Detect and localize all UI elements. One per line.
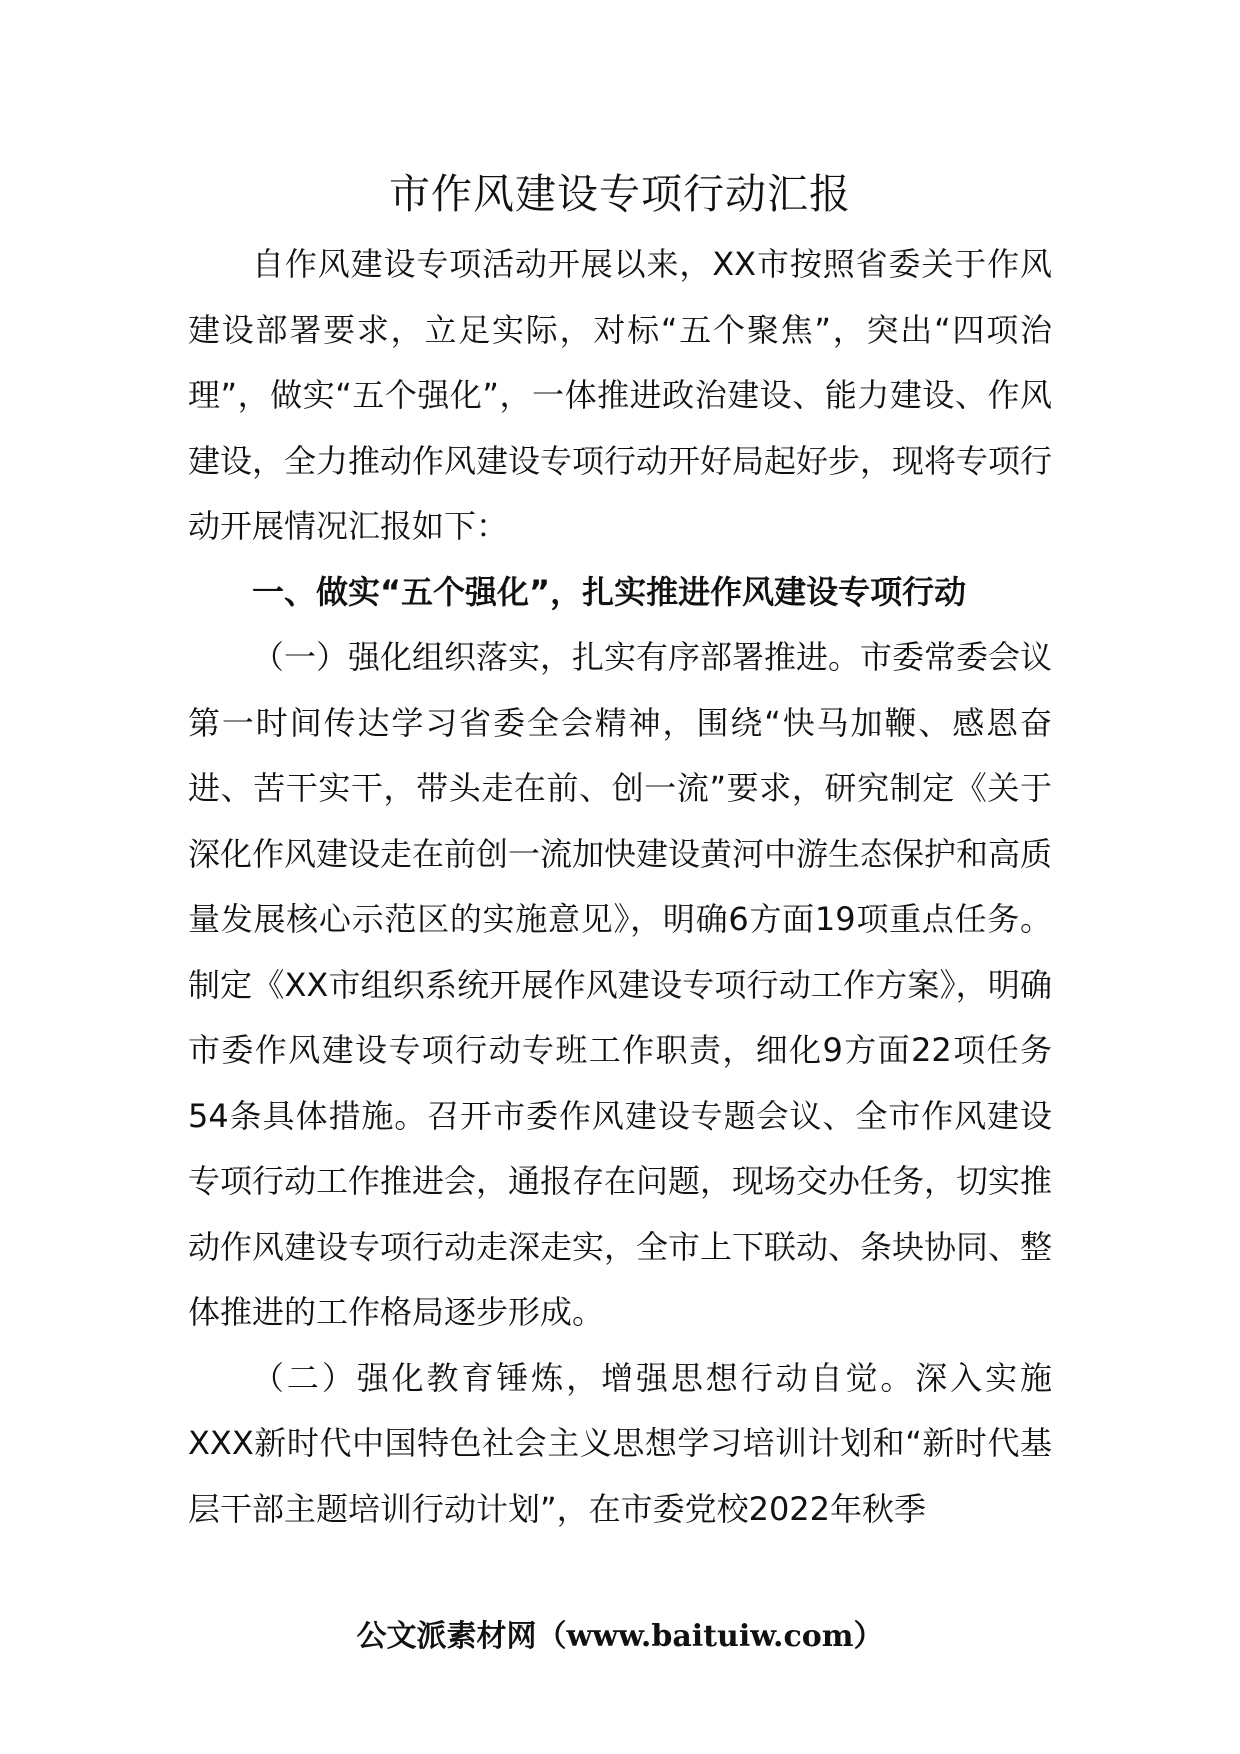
intro-paragraph: 自作风建设专项活动开展以来，XX市按照省委关于作风建设部署要求，立足实际，对标“五个聚焦”，突出“四项治理”，做实“五个强化”，一体推进政治建设、能力建设、作风建设，全力推动作风建设专项行动开好局起好步，现将专项行动开展情况汇报如下： — [188, 245, 1053, 545]
section-heading-1: 一、做实“五个强化”，扎实推进作风建设专项行动 — [252, 572, 967, 611]
section-1-paragraph-2: （二）强化教育锤炼，增强思想行动自觉。深入实施XXX新时代中国特色社会主义思想学习培训计划和“新时代基层干部主题培训行动计划”，在市委党校2022年秋季 — [188, 1358, 1052, 1528]
document-title: 市作风建设专项行动汇报 — [389, 170, 851, 218]
footer-watermark-text: 公文派素材网（www.baituiw.com） — [356, 1619, 884, 1654]
document-body — [188, 232, 1052, 1542]
section-1-paragraph-1: （一）强化组织落实，扎实有序部署推进。市委常委会议第一时间传达学习省委全会精神，围绕“快马加鞭、感恩奋进、苦干实干，带头走在前、创一流”要求，研究制定《关于深化作风建设走在前创一流加快建设黄河中游生态保护和高质量发展核心示范区的实施意见》，明确6方面19项重点任务。制定《XX市组织系统开展作风建设专项行动工作方案》，明确市委作风建设专项行动专班工作职责，细化9方面22项任务54条具体措施。召开市委作风建设专题会议、全市作风建设专项行动工作推进会，通报存在问题，现场交办任务，切实推动作风建设专项行动走深走实，全市上下联动、条块协同、整体推进的工作格局逐步形成。 — [188, 638, 1053, 1331]
